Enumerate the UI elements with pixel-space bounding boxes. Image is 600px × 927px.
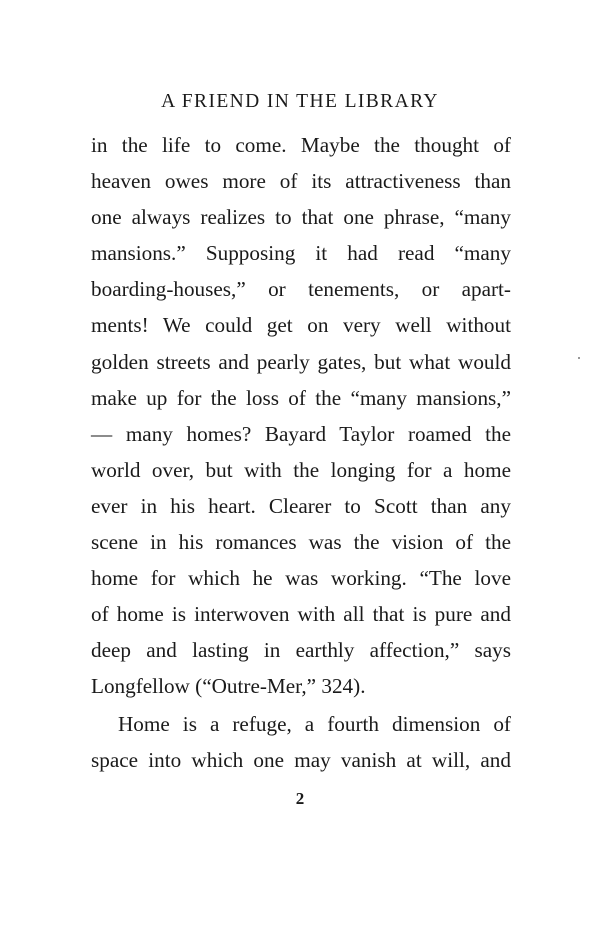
- text-line: mansions.” Supposing it had read “many: [91, 241, 511, 266]
- text-line: deep and lasting in earthly affection,” says: [91, 638, 511, 663]
- paragraph: [91, 127, 511, 705]
- text-line: heaven owes more of its attractiveness than: [91, 169, 511, 194]
- body-text: [91, 127, 511, 778]
- page-number: 2: [295, 789, 305, 808]
- text-line: Home is a refuge, a fourth dimension of: [118, 712, 511, 736]
- text-line: make up for the loss of the “many mansions,”: [91, 385, 511, 410]
- text-line: golden streets and pearly gates, but what would: [91, 349, 511, 374]
- text-line: of home is interwoven with all that is pure and: [91, 602, 511, 627]
- running-head: A FRIEND IN THE LIBRARY: [161, 91, 439, 112]
- paper-speck: [578, 357, 580, 359]
- text-line: Longfellow (“Outre-Mer,” 324).: [91, 674, 366, 699]
- text-line: space into which one may vanish at will, and: [91, 748, 511, 773]
- text-line: home for which he was working. “The love: [91, 566, 511, 591]
- text-line: world over, but with the longing for a home: [91, 457, 511, 482]
- text-line: boarding-houses,” or tenements, or apart-: [91, 277, 511, 302]
- paragraph: [91, 706, 511, 778]
- text-line: ments! We could get on very well without: [91, 313, 511, 338]
- text-line: in the life to come. Maybe the thought of: [91, 133, 511, 157]
- text-line: — many homes? Bayard Taylor roamed the: [91, 421, 511, 446]
- text-line: one always realizes to that one phrase, “many: [91, 205, 511, 230]
- text-line: scene in his romances was the vision of the: [91, 530, 511, 555]
- text-line: ever in his heart. Clearer to Scott than any: [91, 493, 511, 518]
